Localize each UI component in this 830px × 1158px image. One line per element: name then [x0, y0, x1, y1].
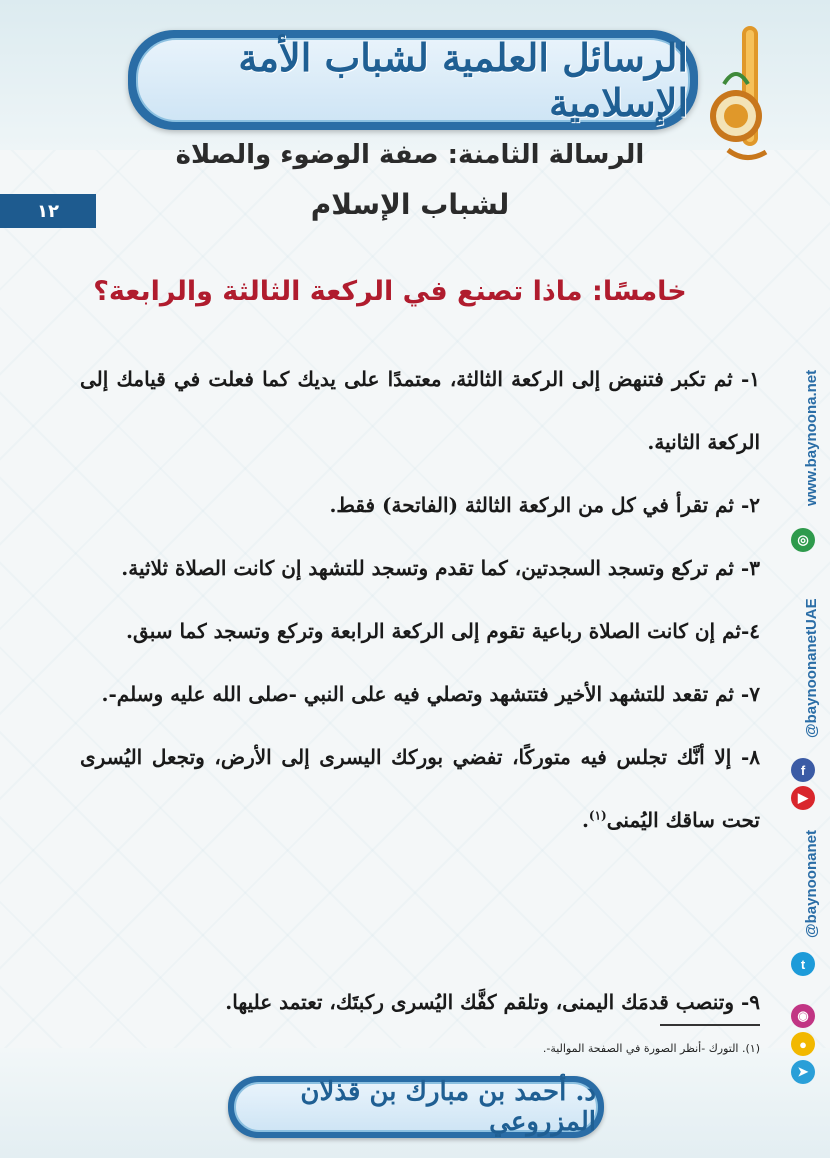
section-heading: خامسًا: ماذا تصنع في الركعة الثالثة والرابعة؟	[93, 276, 687, 307]
snapchat-icon[interactable]: ●	[791, 1032, 815, 1056]
instagram-icon[interactable]: ◉	[791, 1004, 815, 1028]
list-item-text: ٨- إلا أنَّك تجلس فيه متوركًا، تفضي بوركك اليسرى إلى الأرض، وتجعل اليُسرى تحت ساقك اليُمنى	[80, 745, 760, 832]
social-handle-uae[interactable]: @baynoonanetUAE	[803, 598, 820, 738]
list-item: ١- ثم تكبر فتنهض إلى الركعة الثالثة، معتمدًا على يديك كما فعلت في قيامك إلى الركعة الثانية.	[80, 367, 760, 454]
author-frame	[234, 1077, 598, 1137]
footnote-divider	[660, 1024, 760, 1026]
letter-subtitle: الرسالة الثامنة: صفة الوضوء والصلاة	[175, 140, 645, 170]
series-title: الرسائل العلمية لشباب الأمة الإسلامية	[238, 35, 688, 125]
series-title-banner	[128, 30, 698, 130]
facebook-icon[interactable]: f	[791, 758, 815, 782]
page-number: ١٢	[37, 200, 59, 222]
series-title-frame	[136, 35, 690, 125]
author-plate	[228, 1076, 604, 1138]
content-body	[80, 348, 760, 852]
page-number-tab	[0, 194, 96, 228]
letter-audience: لشباب الإسلام	[310, 188, 510, 221]
list-item: ٢- ثم تقرأ في كل من الركعة الثالثة (الفاتحة) فقط.	[329, 493, 760, 517]
list-item: ٣- ثم تركع وتسجد السجدتين، كما تقدم وتسجد للتشهد إن كانت الصلاة ثلاثية.	[121, 556, 760, 580]
footnote-reference[interactable]: (١)	[588, 808, 607, 823]
website-link[interactable]: www.baynoona.net	[803, 369, 820, 506]
telegram-icon[interactable]: ➤	[791, 1060, 815, 1084]
social-handle[interactable]: @baynoonanet	[803, 830, 820, 938]
youtube-icon[interactable]: ▶	[791, 786, 815, 810]
list-item: ٨- إلا أنَّك تجلس فيه متوركًا، تفضي بوركك اليسرى إلى الأرض، وتجعل اليُسرى تحت ساقك اليُمنى$^{(١)}$.	[80, 745, 760, 832]
publisher-logo-icon	[706, 24, 784, 164]
list-item: ٤-ثم إن كانت الصلاة رباعية تقوم إلى الركعة الرابعة وتركع وتسجد كما سبق.	[126, 619, 760, 643]
social-side-bar	[783, 320, 823, 1100]
globe-icon[interactable]: ◎	[791, 528, 815, 552]
twitter-icon[interactable]: t	[791, 952, 815, 976]
list-item: ٩- وتنصب قدمَك اليمنى، وتلقم كفَّك اليُسرى ركبتَك، تعتمد عليها.	[225, 990, 760, 1014]
list-item: ٧- ثم تقعد للتشهد الأخير فتتشهد وتصلي فيه على النبي -صلى الله عليه وسلم-.	[101, 682, 760, 706]
footnote: (١). التورك -أنظر الصورة في الصفحة الموالية-.	[542, 1042, 760, 1055]
author-name: د. أحمد بن مبارك بن قذلان المزروعي	[300, 1077, 596, 1137]
